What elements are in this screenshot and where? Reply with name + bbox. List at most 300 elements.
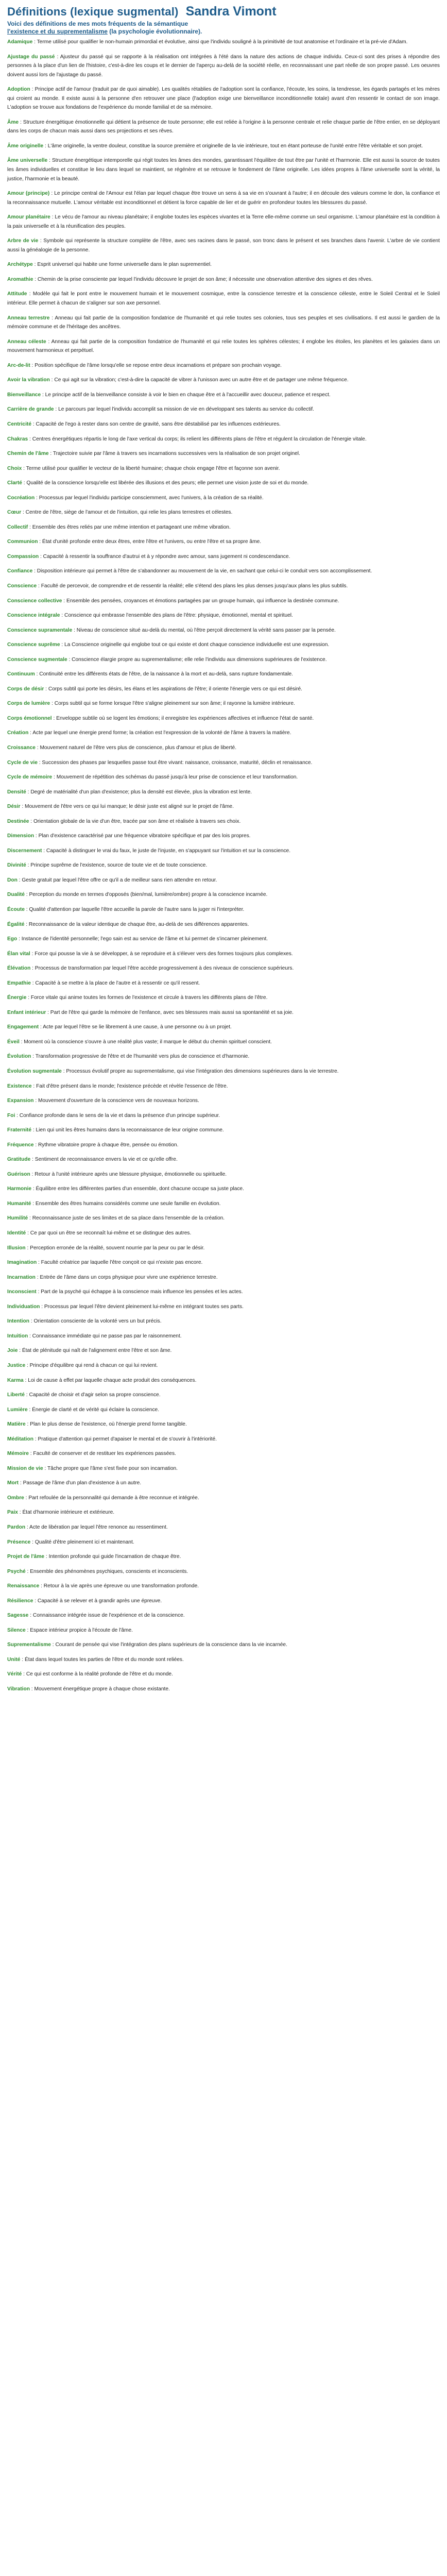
definition-term: Arc-de-lit (7, 362, 30, 368)
definition-text: Structure énergétique intemporelle qui régit toutes les âmes des mondes, garantissant l'équilibre de tout être par l'unité et l'harmonie. Elle est aussi la source de toutes les âmes individuelles et constitue le lieu dans lequel se maintient, se régénère et se retrouve le fondement de l'âme originelle. Les idées propres à l'âme universelle sont la vérité, la justice, l'harmonie et la beauté. (7, 158, 440, 182)
definition-entry (7, 420, 440, 429)
definition-text: Mouvement de l'être vers ce qui lui manque; le désir juste est aligné sur le projet de l'âme. (24, 804, 234, 810)
definition-term: Croissance (7, 744, 36, 751)
definition-text: Transformation progressive de l'être et de l'humanité vers plus de conscience et d'harmonie. (35, 1054, 250, 1060)
definition-text: Qualité d'attention par laquelle l'être accueille la parole de l'autre sans la juger ni l'interpréter. (29, 907, 245, 912)
definition-text: Qualité de la conscience lorsqu'elle est libérée des illusions et des peurs; elle permet une vision juste de soi et du monde. (26, 480, 309, 486)
definition-term: Adoption (7, 87, 30, 93)
definition-text: Confiance profonde dans le sens de la vie et dans la présence d'un principe supérieur. (19, 1112, 220, 1118)
definition-separator: : (35, 1274, 40, 1280)
definition-term: Renaissance (7, 1583, 40, 1589)
definition-separator: : (37, 759, 42, 766)
definition-term: Expansion (7, 1098, 34, 1104)
definition-term: Joie (7, 1348, 18, 1354)
definition-entry (7, 1582, 440, 1591)
definition-term: Gratitude (7, 1157, 31, 1163)
definition-term: Destinée (7, 818, 29, 824)
definition-text: Rythme vibratoire propre à chaque être, pensée ou émotion. (38, 1142, 179, 1148)
definition-term: Présence (7, 1539, 31, 1545)
definition-text: Faculté de percevoir, de comprendre et de ressentir la réalité; elle s'étend des plans les plus denses jusqu'aux plans les plus subtils. (41, 583, 348, 589)
definition-entry (7, 861, 440, 870)
definition-separator: : (30, 951, 35, 957)
definition-separator: : (19, 1480, 23, 1486)
definition-entry (7, 655, 440, 665)
definition-separator: : (44, 686, 48, 692)
definition-separator: : (67, 656, 72, 663)
definition-entry (7, 1464, 440, 1473)
definition-entry (7, 626, 440, 635)
definition-text: Entrée de l'âme dans un corps physique pour vivre une expérience terrestre. (40, 1274, 218, 1280)
definition-separator: : (23, 1377, 28, 1383)
definition-text: Instance de l'identité personnelle; l'ego sain est au service de l'âme et lui permet de s'incarner pleinement. (21, 936, 268, 942)
definition-entry (7, 405, 440, 414)
definition-separator: : (32, 39, 37, 45)
definition-text: Chemin de la prise consciente par lequel l'individu découvre le projet de son âme; il nécessite une observation attentive des signes et des rêves. (37, 276, 373, 282)
definition-text: Structure énergétique émotionnelle qui détient la présence de toute personne; elle est reliée à l'origine à la personne centrale et relie chaque partie de l'être entier, en se déployant dans les corps de chacun mais aussi dans ses projections et ses rêves. (7, 119, 440, 134)
definition-entry (7, 685, 440, 694)
definition-separator: : (22, 465, 26, 471)
definition-entry (7, 1155, 440, 1164)
definition-separator: : (50, 1642, 56, 1648)
author-name: Sandra Vimont (185, 4, 277, 19)
definition-separator: : (25, 1362, 30, 1368)
definition-text: Retour à l'unité intérieure après une blessure physique, émotionnelle ou spirituelle. (35, 1171, 227, 1177)
definition-term: Imagination (7, 1260, 37, 1266)
definition-separator: : (62, 598, 66, 604)
definition-term: Identité (7, 1230, 26, 1236)
definition-entry (7, 213, 440, 231)
definition-entry (7, 1332, 440, 1341)
definition-entry (7, 1449, 440, 1459)
definition-term: Bienveillance (7, 392, 41, 398)
definition-text: Orientation consciente de la volonté vers un but précis. (33, 1318, 162, 1325)
definition-separator: : (44, 1554, 49, 1560)
definition-text: Énergie de clarté et de vérité qui éclaire la conscience. (32, 1406, 160, 1413)
definition-entry (7, 189, 440, 207)
definition-entry (7, 567, 440, 576)
definition-term: Sagesse (7, 1613, 29, 1619)
definition-term: Âme universelle (7, 158, 48, 164)
definition-term: Corps de désir (7, 686, 44, 692)
definition-text: Terme utilisé pour qualifier le vecteur de la liberté humaine; chaque choix engage l'être et façonne son avenir. (26, 465, 280, 471)
definition-entry (7, 1244, 440, 1253)
subtitle-prefix: Voici des définitions de mes mots fréquents de la sémantique (7, 20, 188, 27)
definition-term: Choix (7, 465, 22, 471)
definition-term: Discernement (7, 848, 42, 854)
definition-text: Ce qui est conforme à la réalité profonde de l'être et du monde. (26, 1671, 173, 1677)
definition-term: Ego (7, 936, 18, 942)
definition-separator: : (60, 642, 64, 648)
definition-separator: : (32, 568, 37, 574)
definition-text: Le vécu de l'amour au niveau planétaire; il englobe toutes les espèces vivantes et la Terre elle-même comme un seul organisme. L'amour planétaire est la condition à la paix universelle et à la réunification des peuples. (7, 214, 440, 229)
definition-entry (7, 1361, 440, 1370)
definition-term: Ajustage du passé (7, 54, 55, 60)
definition-entry (7, 494, 440, 503)
definition-entry (7, 1420, 440, 1429)
definition-separator: : (33, 276, 38, 282)
definition-text: Part refoulée de la personnalité qui demande à être reconnue et intégrée. (28, 1495, 199, 1501)
definition-entry (7, 260, 440, 269)
definition-separator: : (47, 158, 52, 164)
definition-entry (7, 832, 440, 841)
definition-entry (7, 1287, 440, 1297)
definition-entry (7, 1508, 440, 1517)
definition-separator: : (30, 362, 35, 368)
definition-text: Principe suprême de l'existence, source de toute vie et de toute conscience. (30, 862, 208, 869)
definition-separator: : (26, 1230, 30, 1236)
definition-text: Centre de l'être, siège de l'amour et de l'intuition, qui relie les plans terrestres et célestes. (25, 510, 233, 516)
definition-entry (7, 905, 440, 914)
definition-term: Évolution (7, 1054, 31, 1060)
definition-separator: : (54, 406, 59, 413)
definition-text: Position spécifique de l'âme lorsqu'elle se repose entre deux incarnations et prépare son prochain voyage. (35, 362, 282, 368)
definition-separator: : (18, 1510, 23, 1516)
definition-separator: : (17, 936, 22, 942)
definition-entry (7, 728, 440, 738)
definition-separator: : (28, 730, 33, 736)
definition-term: Don (7, 877, 18, 883)
definition-term: Énergie (7, 995, 27, 1001)
definition-separator: : (20, 804, 25, 810)
definition-entry (7, 920, 440, 929)
definition-entry (7, 523, 440, 532)
subtitle-link[interactable]: l'existence et du suprementalisme (7, 28, 108, 35)
definition-term: Unité (7, 1656, 21, 1663)
definition-entry (7, 1273, 440, 1282)
page-title: Définitions (lexique sugmental) (7, 5, 179, 18)
definition-text: Plan d'existence caractérisé par une fréquence vibratoire spécifique et par des lois propres. (38, 833, 251, 839)
definition-entry (7, 788, 440, 797)
definition-term: Création (7, 730, 29, 736)
definition-separator: : (46, 1009, 50, 1015)
definition-term: Vibration (7, 1686, 30, 1692)
definition-entry (7, 1567, 440, 1577)
definition-text: Qualité d'être pleinement ici et maintenant. (35, 1539, 134, 1545)
definition-entry (7, 1597, 440, 1606)
definition-entry (7, 53, 440, 80)
definition-term: Mort (7, 1480, 19, 1486)
definition-entry (7, 1405, 440, 1415)
definition-entry (7, 1538, 440, 1547)
definition-text: La Conscience originelle qui englobe tout ce qui existe et dont chaque conscience individuelle est une expression. (64, 642, 330, 648)
definition-entry (7, 464, 440, 473)
definition-term: Mémoire (7, 1451, 29, 1457)
definition-term: Foi (7, 1112, 15, 1118)
definition-separator: : (24, 892, 29, 898)
definition-text: Perception du monde en termes d'opposés (bien/mal, lumière/ombre) propre à la conscience incarnée. (29, 892, 268, 898)
definition-term: Suprementalisme (7, 1642, 51, 1648)
definition-text: Le principe actif de la bienveillance consiste à voir le bien en chaque être et à l'accueillir avec douceur, patience et respect. (45, 392, 331, 398)
definition-entry (7, 1670, 440, 1679)
definition-term: Corps de lumière (7, 701, 50, 707)
definition-separator: : (26, 862, 31, 869)
definition-text: Capacité de choisir et d'agir selon sa propre conscience. (29, 1392, 161, 1398)
definition-separator: : (27, 291, 33, 297)
definition-text: L'âme originelle, la ventre douleur, constitue la source première et originelle de la vie intérieure, tout en étant porteuse de l'unité entre l'être véritable et son projet. (47, 143, 423, 149)
definition-text: Principe actif de l'amour (traduit par de quoi aimable). Les qualités rétablies de l'adoption sont la confiance, l'écoute, les soins, la tendresse, les égards partagés et les mères qui croient au monde. Il existe aussi à la personne d'en retrouver une place (l'adoption exige une bienveillance inconditionnelle totale) avant d'en ressentir le contact de son image. L'adoption se trouve aux fondations de l'expérience du monde familial et de sa mémoire. (7, 87, 440, 111)
definition-entry (7, 1552, 440, 1562)
definition-term: Justice (7, 1362, 26, 1368)
definition-separator: : (30, 980, 36, 986)
definition-separator: : (48, 451, 53, 457)
definition-term: Anneau céleste (7, 338, 46, 345)
definition-term: Élévation (7, 965, 31, 972)
definition-text: Processus par lequel l'individu participe consciemment, avec l'univers, à la création de sa réalité. (39, 495, 264, 501)
definition-separator: : (31, 1083, 37, 1089)
definition-text: Ensemble des êtres reliés par une même intention et partageant une même vibration. (32, 524, 231, 530)
definition-separator: : (24, 907, 29, 912)
definition-text: Part de l'être qui garde la mémoire de l'enfance, avec ses blessures mais aussi sa spontanéité et sa joie. (50, 1009, 294, 1015)
definition-text: Enveloppe subtile où se logent les émotions; il enregistre les expériences affectives et influence l'état de santé. (56, 715, 314, 721)
definition-text: Conscience élargie propre au suprementalisme; elle relie l'individu aux dimensions supérieures de l'existence. (72, 656, 327, 663)
definition-term: Empathie (7, 980, 31, 986)
definition-term: Illusion (7, 1245, 26, 1251)
definition-separator: : (26, 789, 31, 795)
definition-text: Lien qui unit les êtres humains dans la reconnaissance de leur origine commune. (36, 1127, 224, 1133)
definition-entry (7, 964, 440, 973)
definition-term: Corps émotionnel (7, 715, 52, 721)
definition-separator: : (31, 1200, 36, 1207)
definition-term: Inconscient (7, 1289, 37, 1295)
page-subtitle (7, 20, 203, 36)
definition-term: Intuition (7, 1333, 28, 1339)
definition-term: Âme originelle (7, 143, 44, 149)
definition-term: Mission de vie (7, 1465, 43, 1471)
definition-separator: : (49, 315, 55, 321)
definition-entry (7, 1611, 440, 1620)
definition-entry (7, 118, 440, 136)
definition-text: Le principe central de l'Amour est l'élan par lequel chaque être trouve un sens à sa vie en s'ouvrant à l'autre; il en découle des valeurs comme le don, la confiance et la reconnaissance mutuelle. L'amour véritable est inconditionnel et détient la force capable de lier et de guérir en profondeur toutes les blessures du passé. (7, 191, 440, 206)
definition-term: Conscience suprême (7, 642, 60, 648)
definition-separator: : (15, 1112, 20, 1118)
definition-text: Part de la psyché qui échappe à la conscience mais influence les pensées et les actes. (41, 1289, 243, 1295)
definition-separator: : (61, 1069, 66, 1075)
definition-entry (7, 391, 440, 400)
definition-entry (7, 1229, 440, 1238)
definition-term: Âme (7, 119, 19, 125)
definition-entry (7, 758, 440, 768)
definition-text: Degré de matérialité d'un plan d'existence; plus la densité est élevée, plus la vibration est lente. (30, 789, 252, 795)
definition-separator: : (28, 1215, 32, 1222)
definition-separator: : (32, 262, 38, 268)
definition-entry (7, 1170, 440, 1179)
definition-term: Ombre (7, 1495, 24, 1501)
definition-entry (7, 38, 440, 47)
definition-text: Mouvement de répétition des schémas du passé jusqu'à leur prise de conscience et leur transformation. (56, 774, 298, 781)
definition-entry (7, 1214, 440, 1223)
definition-text: Ensemble des pensées, croyances et émotions partagées par un groupe humain, qui influence la destinée commune. (66, 598, 339, 604)
definition-separator: : (50, 214, 55, 221)
definition-entry (7, 1008, 440, 1018)
definition-term: Conscience collective (7, 598, 62, 604)
definition-separator: : (55, 54, 60, 60)
definition-text: Corps subtil qui porte les désirs, les élans et les aspirations de l'être; il oriente l'énergie vers ce qui est désiré. (48, 686, 302, 692)
definition-text: Capacité à se relever et à grandir après une épreuve. (37, 1598, 162, 1604)
definition-separator: : (39, 1024, 43, 1030)
definition-entry (7, 935, 440, 944)
definition-separator: : (24, 1495, 29, 1501)
definition-entry (7, 85, 440, 112)
definition-entry (7, 1391, 440, 1400)
definition-term: Confiance (7, 568, 33, 574)
definition-text: Sentiment de reconnaissance envers la vie et ce qu'elle offre. (35, 1157, 178, 1163)
definition-entry (7, 1096, 440, 1106)
definition-term: Existence (7, 1083, 32, 1089)
definition-text: État de plénitude qui naît de l'alignement entre l'être et son âme. (22, 1348, 172, 1354)
definition-term: Centricité (7, 421, 31, 427)
definition-entry (7, 508, 440, 517)
definition-separator: : (25, 1421, 30, 1428)
definition-text: Pratique d'attention qui permet d'apaiser le mental et de s'ouvrir à l'intériorité. (38, 1436, 217, 1442)
definition-term: Matière (7, 1421, 26, 1428)
definition-separator: : (35, 495, 39, 501)
definition-text: Processus de transformation par lequel l'être accède progressivement à des niveaux de conscience supérieurs. (35, 965, 294, 972)
definition-term: Vérité (7, 1671, 22, 1677)
definition-separator: : (30, 1157, 35, 1163)
definition-term: Densité (7, 789, 26, 795)
definition-separator: : (49, 191, 55, 197)
definition-entry (7, 1184, 440, 1194)
definition-text: Principe d'équilibre qui rend à chacun ce qui lui revient. (29, 1362, 158, 1368)
definition-text: Acte par lequel une énergie prend forme; la création est l'expression de la volonté de l'âme à travers la matière. (32, 730, 291, 736)
definition-term: Collectif (7, 524, 28, 530)
definition-separator: : (28, 524, 32, 530)
definition-separator: : (41, 392, 45, 398)
definition-text: Mouvement d'ouverture de la conscience vers de nouveaux horizons. (38, 1098, 199, 1104)
definition-separator: : (30, 1539, 35, 1545)
definition-text: Plan le plus dense de l'existence, où l'énergie prend forme tangible. (30, 1421, 187, 1428)
definition-entry (7, 236, 440, 255)
definition-entry (7, 156, 440, 183)
definition-term: Pardon (7, 1524, 26, 1530)
definition-term: Résilience (7, 1598, 33, 1604)
definition-entry (7, 876, 440, 885)
definition-term: Projet de l'âme (7, 1554, 45, 1560)
definition-entry (7, 1479, 440, 1488)
definition-entry (7, 597, 440, 606)
definition-entry (7, 1435, 440, 1444)
definition-entry (7, 1067, 440, 1076)
definition-entry (7, 1376, 440, 1385)
definition-entry (7, 611, 440, 620)
definition-separator: : (43, 1465, 47, 1471)
definition-term: Dualité (7, 892, 25, 898)
document-header (7, 4, 440, 19)
definition-entry (7, 314, 440, 332)
definition-entry (7, 1685, 440, 1694)
definition-text: Ensemble des phénomènes psychiques, conscients et inconscients. (30, 1568, 188, 1574)
definition-term: Divinité (7, 862, 26, 869)
definition-separator: : (39, 1583, 44, 1589)
definition-text: Succession des phases par lesquelles passe tout être vivant: naissance, croissance, maturité, déclin et renaissance. (42, 759, 313, 766)
definition-text: Ajusteur du passé qui se rapporte à la réalisation ont intégrées à l'été dans la nature des actions de chaque individu. Ceux-ci sont des prises à répondre des personnes à la place d'un lien de l'histoire, c'est-à-dire les coups et le dernier de l'aperçu au-delà de la société réelle, en reconnaissant une part réelle de son propre passé. Les oeuvres doivent aussi lors de l'ajustage du passé. (7, 54, 440, 78)
definition-separator: : (33, 1142, 39, 1148)
definition-separator: : (28, 436, 32, 442)
definition-term: Liberté (7, 1392, 25, 1398)
definition-entry (7, 1126, 440, 1135)
definition-separator: : (24, 1392, 29, 1398)
definition-text: Espace intérieur propice à l'écoute de l'âme. (30, 1627, 133, 1633)
definition-text: Équilibre entre les différentes parties d'un ensemble, dont chacune occupe sa juste place. (36, 1186, 244, 1192)
definition-entry (7, 1523, 440, 1532)
definition-entry (7, 1199, 440, 1209)
definition-text: Terme utilisé pour qualifier le non-humain primordial et évolutive, ainsi que l'individu souligné à la primitivité de tout anatomise et l'ordinaire et la pré-vie d'Adam. (37, 39, 408, 45)
definition-text: Faculté de conserver et de restituer les expériences passées. (33, 1451, 176, 1457)
definition-text: Acte de libération par lequel l'être renonce au ressentiment. (29, 1524, 168, 1530)
definition-entry (7, 1346, 440, 1355)
definition-entry (7, 802, 440, 811)
definition-text: Passage de l'âme d'un plan d'existence à un autre. (23, 1480, 142, 1486)
definition-separator: : (18, 1348, 22, 1354)
definition-separator: : (31, 421, 36, 427)
definition-separator: : (43, 143, 48, 149)
definition-text: Conscience qui embrasse l'ensemble des plans de l'être: physique, émotionnel, mental et spirituel. (64, 613, 293, 619)
definition-text: Force qui pousse la vie à se développer, à se reproduire et à s'élever vers des formes toujours plus complexes. (35, 951, 293, 957)
definition-term: Enfant intérieur (7, 1009, 46, 1015)
definition-separator: : (17, 877, 22, 883)
definition-term: Humilité (7, 1215, 28, 1222)
definition-separator: : (20, 1656, 25, 1663)
definition-separator: : (42, 848, 46, 854)
definition-text: Corps subtil qui se forme lorsque l'être s'aligne pleinement sur son âme; il rayonne la lumière intérieure. (54, 701, 295, 707)
definition-term: Avoir la vibration (7, 377, 50, 383)
definition-entry (7, 1023, 440, 1032)
definition-entry (7, 552, 440, 562)
definition-text: Capacité à ressentir la souffrance d'autrui et à y répondre avec amour, sans jugement ni condescendance. (43, 553, 290, 560)
definition-text: Anneau qui fait partie de la composition fondatrice de l'humanité et qui relie toutes les sphères célestes; il englobe les étoiles, les planètes et les galaxies dans un mouvement harmonieux et perpétuel. (7, 338, 440, 354)
definition-list (7, 38, 440, 1694)
definition-separator: : (51, 715, 57, 721)
definition-entry (7, 1141, 440, 1150)
definition-separator: : (40, 1303, 44, 1310)
definition-text: Perception erronée de la réalité, souvent nourrie par la peur ou par le désir. (30, 1245, 205, 1251)
definition-separator: : (39, 553, 43, 560)
definition-term: Attitude (7, 291, 27, 297)
definition-text: Modèle qui fait le pont entre le mouvement humain et le mouvement cosmique, entre la conscience terrestre et la conscience céleste, entre le Soleil Central et le Soleil intérieur. Elle permet à chacun de s'aligner sur son axe personnel. (7, 291, 440, 307)
definition-separator: : (38, 539, 42, 545)
definition-term: Silence (7, 1627, 26, 1633)
definition-text: Reconnaissance de la valeur identique de chaque être, au-delà de ses différences apparentes. (28, 921, 249, 927)
definition-term: Désir (7, 804, 21, 810)
definition-entry (7, 275, 440, 284)
definition-text: Ce qui agit sur la vibration; c'est-à-dire la capacité de vibrer à l'unisson avec un autre être et de partager une même fréquence. (54, 377, 349, 383)
definition-term: Continuum (7, 671, 35, 677)
definition-term: Lumière (7, 1406, 28, 1413)
definition-term: Cœur (7, 510, 22, 516)
definition-entry (7, 846, 440, 856)
definition-entry (7, 640, 440, 650)
definition-text: Esprit universel qui habite une forme universelle dans le plan suprementiel. (37, 262, 212, 268)
definition-separator: : (34, 833, 39, 839)
definition-text: Mouvement naturel de l'être vers plus de conscience, plus d'amour et plus de liberté. (40, 744, 237, 751)
definition-entry (7, 979, 440, 988)
definition-term: Conscience (7, 583, 37, 589)
definition-entry (7, 449, 440, 459)
definition-entry (7, 290, 440, 308)
definition-entry (7, 337, 440, 355)
definition-entry (7, 537, 440, 547)
definition-text: Acte par lequel l'être se lie librement à une cause, à une personne ou à un projet. (43, 1024, 232, 1030)
definition-entry (7, 1082, 440, 1091)
definition-text: Retour à la vie après une épreuve ou une transformation profonde. (43, 1583, 199, 1589)
subtitle-suffix: (la psychologie évolutionnaire). (107, 28, 202, 35)
definition-separator: : (19, 1039, 24, 1045)
definition-separator: : (49, 377, 55, 383)
definition-separator: : (19, 119, 23, 125)
definition-entry (7, 1302, 440, 1312)
definition-separator: : (37, 1260, 41, 1266)
definition-separator: : (35, 744, 40, 751)
